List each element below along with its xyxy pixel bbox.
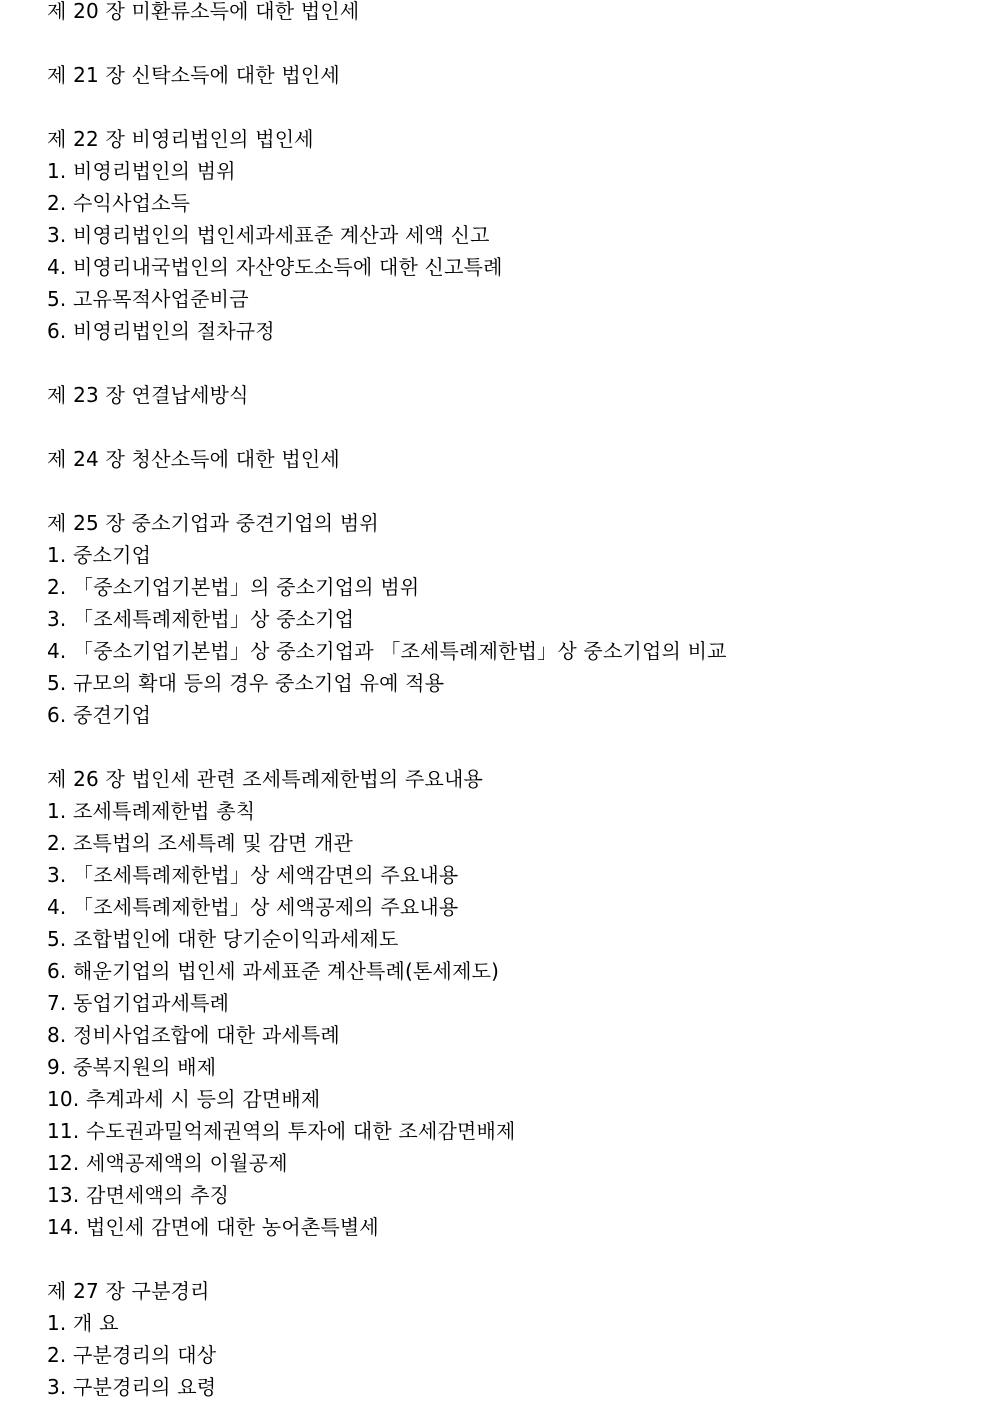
- section-item: 5. 조합법인에 대한 당기순이익과세제도: [47, 927, 399, 951]
- chapter-heading: 제 21 장 신탁소득에 대한 법인세: [47, 63, 340, 87]
- section-item: 6. 중견기업: [47, 703, 152, 727]
- section-item: 2. 「중소기업기본법」의 중소기업의 범위: [47, 575, 420, 599]
- chapter-heading: 제 23 장 연결납세방식: [47, 383, 249, 407]
- section-item: 3. 비영리법인의 법인세과세표준 계산과 세액 신고: [47, 223, 490, 247]
- spacer: [47, 1243, 947, 1275]
- spacer: [47, 347, 947, 379]
- section-item: 3. 「조세특례제한법」상 세액감면의 주요내용: [47, 863, 459, 887]
- table-of-contents: [47, 0, 947, 1403]
- spacer: [47, 27, 947, 59]
- section-item: 2. 조특법의 조세특례 및 감면 개관: [47, 831, 354, 855]
- section-item: 4. 비영리내국법인의 자산양도소득에 대한 신고특례: [47, 255, 503, 279]
- section-item: 2. 구분경리의 대상: [47, 1343, 217, 1367]
- section-item: 6. 비영리법인의 절차규정: [47, 319, 275, 343]
- section-item: 13. 감면세액의 추징: [47, 1183, 230, 1207]
- chapter-heading: 제 27 장 구분경리: [47, 1279, 210, 1303]
- chapter-heading: 제 26 장 법인세 관련 조세특례제한법의 주요내용: [47, 767, 484, 791]
- section-item: 1. 비영리법인의 범위: [47, 159, 236, 183]
- section-item: 2. 수익사업소득: [47, 191, 191, 215]
- spacer: [47, 91, 947, 123]
- section-item: 3. 구분경리의 요령: [47, 1375, 217, 1399]
- section-item: 1. 개 요: [47, 1311, 119, 1335]
- section-item: 8. 정비사업조합에 대한 과세특례: [47, 1023, 340, 1047]
- section-item: 4. 「중소기업기본법」상 중소기업과 「조세특례제한법」상 중소기업의 비교: [47, 639, 727, 663]
- chapter-heading: 제 24 장 청산소득에 대한 법인세: [47, 447, 340, 471]
- section-item: 5. 고유목적사업준비금: [47, 287, 249, 311]
- section-item: 5. 규모의 확대 등의 경우 중소기업 유예 적용: [47, 671, 445, 695]
- spacer: [47, 731, 947, 763]
- section-item: 6. 해운기업의 법인세 과세표준 계산특례(톤세제도): [47, 959, 500, 983]
- section-item: 1. 중소기업: [47, 543, 152, 567]
- spacer: [47, 411, 947, 443]
- section-item: 12. 세액공제액의 이월공제: [47, 1151, 288, 1175]
- section-item: 7. 동업기업과세특례: [47, 991, 230, 1015]
- section-item: 11. 수도권과밀억제권역의 투자에 대한 조세감면배제: [47, 1119, 516, 1143]
- chapter-heading: 제 22 장 비영리법인의 법인세: [47, 127, 314, 151]
- spacer: [47, 475, 947, 507]
- section-item: 4. 「조세특례제한법」상 세액공제의 주요내용: [47, 895, 459, 919]
- section-item: 3. 「조세특례제한법」상 중소기업: [47, 607, 355, 631]
- section-item: 14. 법인세 감면에 대한 농어촌특별세: [47, 1215, 379, 1239]
- section-item: 1. 조세특례제한법 총칙: [47, 799, 256, 823]
- section-item: 10. 추계과세 시 등의 감면배제: [47, 1087, 321, 1111]
- chapter-heading: 제 20 장 미환류소득에 대한 법인세: [47, 0, 360, 23]
- chapter-heading: 제 25 장 중소기업과 중견기업의 범위: [47, 511, 379, 535]
- section-item: 9. 중복지원의 배제: [47, 1055, 217, 1079]
